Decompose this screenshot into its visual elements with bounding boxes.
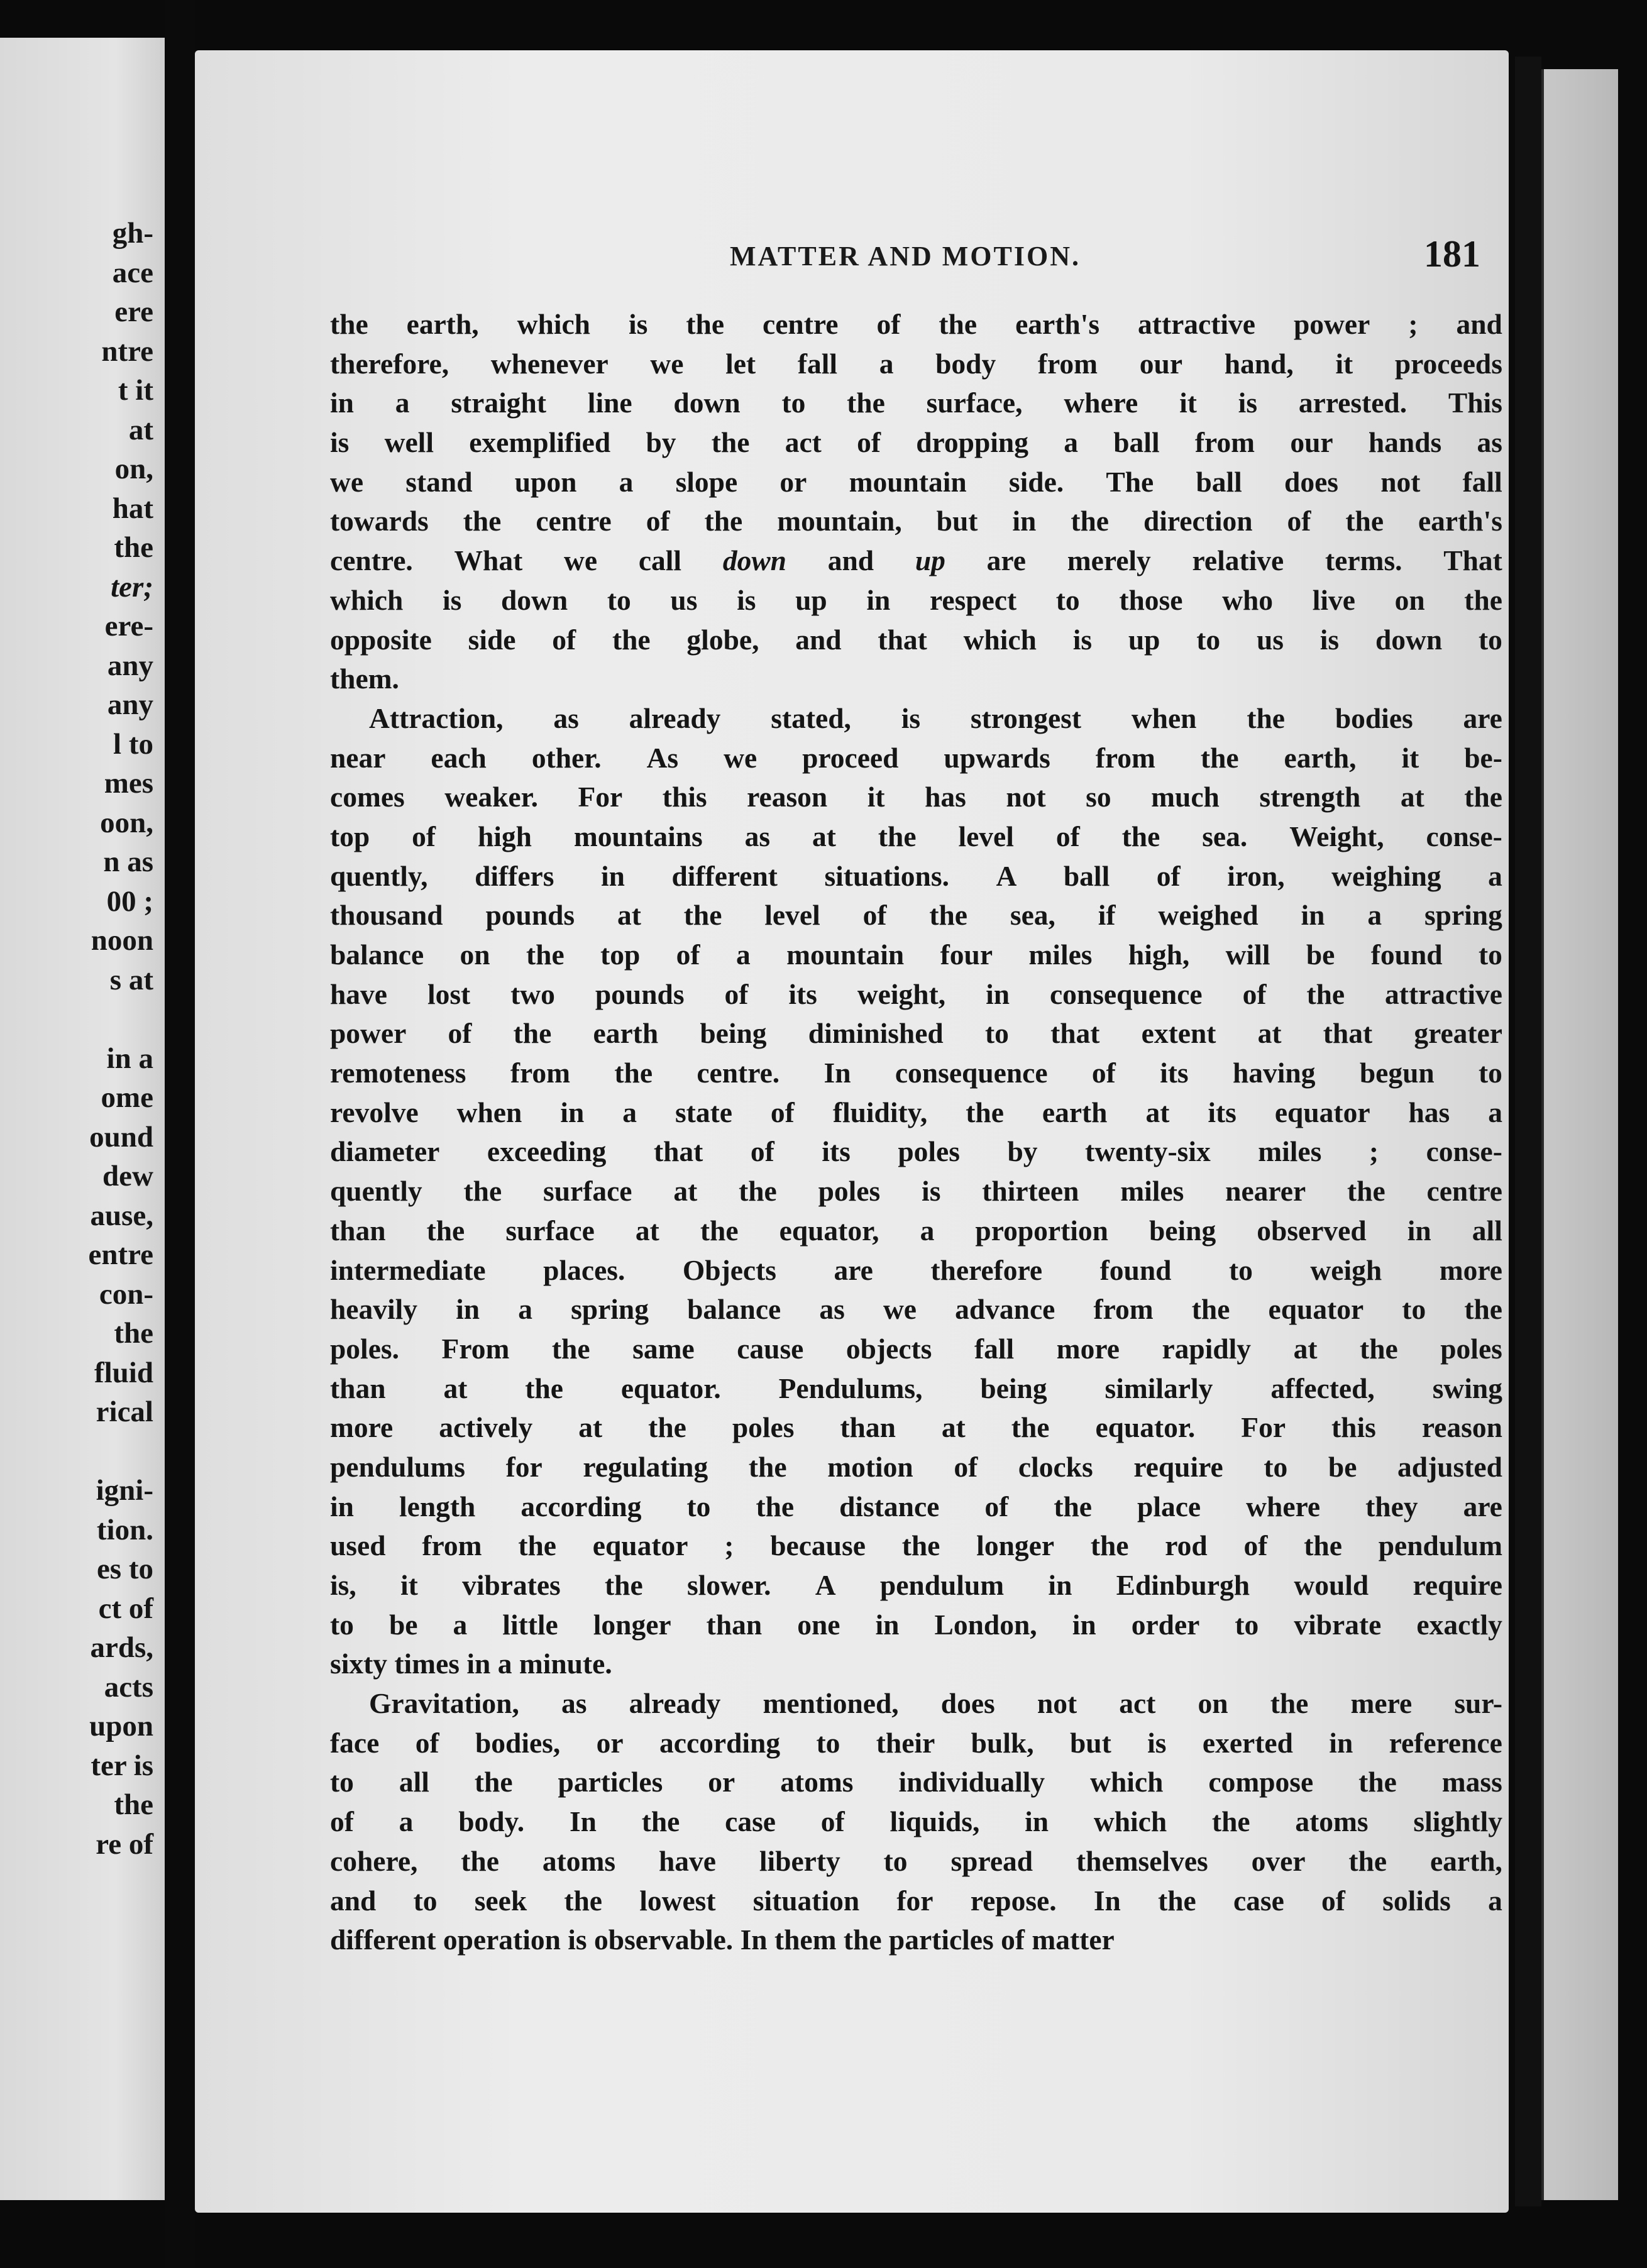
text-line: than the surface at the equator, a proportion being observed in all bbox=[330, 1214, 1502, 1247]
text-line: is, it vibrates the slower. A pendulum in Edinburgh would require bbox=[330, 1569, 1502, 1601]
text-line: power of the earth being diminished to that extent at that greater bbox=[330, 1017, 1502, 1050]
text-line: pendulums for regulating the motion of clocks require to be adjusted bbox=[330, 1450, 1502, 1483]
text-line: and to seek the lowest situation for repose. In the case of solids a bbox=[330, 1884, 1502, 1917]
left-page-fragment: the bbox=[114, 531, 153, 564]
page-body bbox=[330, 305, 1502, 1960]
left-page-fragment: rical bbox=[96, 1395, 153, 1428]
text-line: in length according to the distance of the place where they are bbox=[330, 1490, 1502, 1522]
left-page-fragment: tion. bbox=[96, 1513, 153, 1546]
left-page-fragment: ter is bbox=[91, 1749, 153, 1782]
left-page-fragment: gh- bbox=[112, 217, 153, 250]
book-page bbox=[195, 50, 1509, 2213]
left-page-fragment: ter; bbox=[111, 570, 153, 603]
left-page-fragment: ome bbox=[101, 1081, 153, 1114]
left-page-fragment: dew bbox=[102, 1160, 153, 1192]
left-page-fragment: ntre bbox=[101, 334, 153, 368]
text-line: opposite side of the globe, and that which is up to us is down to bbox=[330, 623, 1502, 656]
text-line: therefore, whenever we let fall a body from our hand, it proceeds bbox=[330, 347, 1502, 380]
left-page-fragment: oon, bbox=[100, 806, 153, 839]
left-page-fragment bbox=[0, 1432, 153, 1472]
left-page-fragment: in a bbox=[106, 1042, 153, 1075]
left-page-fragment: upon bbox=[89, 1710, 153, 1742]
text-line: which is down to us is up in respect to those who live on the bbox=[330, 583, 1502, 616]
page-number: 181 bbox=[1424, 233, 1480, 275]
text-line: quently, differs in different situations. A ball of iron, weighing a bbox=[330, 859, 1502, 892]
text-line: towards the centre of the mountain, but in the direction of the earth's bbox=[330, 505, 1502, 537]
left-page-fragment: the bbox=[114, 1317, 153, 1350]
text-line: used from the equator ; because the longer the rod of the pendulum bbox=[330, 1529, 1502, 1562]
left-page-text-fragments bbox=[0, 214, 153, 1864]
left-page-fragment: at bbox=[128, 413, 153, 446]
left-page-fragment: fluid bbox=[94, 1356, 153, 1389]
text-line: different operation is observable. In them the particles of matter bbox=[330, 1924, 1115, 1956]
text-line: comes weaker. For this reason it has not so much strength at the bbox=[330, 781, 1502, 813]
text-line: heavily in a spring balance as we advance from the equator to the bbox=[330, 1293, 1502, 1326]
left-page-fragment: noon bbox=[91, 924, 153, 957]
left-page-fragment: entre bbox=[88, 1238, 153, 1271]
text-line: sixty times in a minute. bbox=[330, 1648, 612, 1680]
left-page-fragment: ere- bbox=[104, 610, 153, 642]
text-line: Gravitation, as already mentioned, does not act on the mere sur- bbox=[369, 1687, 1502, 1720]
book-gutter bbox=[165, 0, 195, 2268]
left-page-fragment: ause, bbox=[90, 1199, 153, 1232]
left-page-fragment: t it bbox=[118, 374, 153, 407]
text-line: thousand pounds at the level of the sea, if weighed in a spring bbox=[330, 899, 1502, 932]
left-page-fragment: igni- bbox=[96, 1474, 153, 1507]
text-line: to all the particles or atoms individually which compose the mass bbox=[330, 1766, 1502, 1798]
left-page-fragment: on, bbox=[114, 453, 153, 485]
left-page-fragment: any bbox=[107, 649, 153, 682]
left-page-fragment: es to bbox=[96, 1553, 153, 1585]
text-line: centre. What we call down and up are merely relative terms. That bbox=[330, 544, 1502, 577]
left-page-fragment: ards, bbox=[90, 1631, 153, 1664]
text-line: near each other. As we proceed upwards from the earth, it be- bbox=[330, 741, 1502, 774]
left-page-fragment: mes bbox=[104, 767, 153, 800]
text-line: in a straight line down to the surface, where it is arrested. This bbox=[330, 387, 1502, 419]
text-line: Attraction, as already stated, is strongest when the bodies are bbox=[369, 702, 1502, 734]
text-line: than at the equator. Pendulums, being similarly affected, swing bbox=[330, 1372, 1502, 1404]
text-line: of a body. In the case of liquids, in which the atoms slightly bbox=[330, 1805, 1502, 1838]
text-line: diameter exceeding that of its poles by twenty-six miles ; conse- bbox=[330, 1135, 1502, 1168]
text-line: is well exemplified by the act of dropping a ball from our hands as bbox=[330, 426, 1502, 459]
left-page-fragment: ound bbox=[89, 1120, 153, 1153]
left-page-fragment: n as bbox=[103, 845, 153, 878]
left-page-fragment: ere bbox=[114, 295, 153, 328]
text-line: remoteness from the centre. In consequence of its having begun to bbox=[330, 1057, 1502, 1089]
left-page-fragment: the bbox=[114, 1788, 153, 1821]
left-page-fragment bbox=[0, 999, 153, 1039]
left-page-fragment: re of bbox=[96, 1827, 153, 1861]
text-line: to be a little longer than one in London, in order to vibrate exactly bbox=[330, 1608, 1502, 1641]
left-page-fragment: acts bbox=[104, 1670, 153, 1704]
text-line: intermediate places. Objects are therefore found to weigh more bbox=[330, 1253, 1502, 1286]
text-line: face of bodies, or according to their bulk, but is exerted in reference bbox=[330, 1726, 1502, 1759]
left-page-fragment: any bbox=[107, 688, 153, 721]
text-line: poles. From the same cause objects fall more rapidly at the poles bbox=[330, 1332, 1502, 1365]
text-line: have lost two pounds of its weight, in consequence of the attractive bbox=[330, 977, 1502, 1010]
text-line: top of high mountains as at the level of the sea. Weight, conse- bbox=[330, 820, 1502, 852]
text-line: them. bbox=[330, 663, 399, 695]
text-line: quently the surface at the poles is thirteen miles nearer the centre bbox=[330, 1175, 1502, 1208]
text-line: cohere, the atoms have liberty to spread themselves over the earth, bbox=[330, 1844, 1502, 1877]
text-line: the earth, which is the centre of the earth's attractive power ; and bbox=[330, 308, 1502, 340]
left-page-fragment: s at bbox=[109, 963, 153, 996]
left-page-fragment: ace bbox=[112, 256, 153, 289]
running-head: MATTER AND MOTION. bbox=[730, 241, 1081, 272]
left-page-fragment: hat bbox=[112, 492, 153, 525]
page-edge-strip bbox=[1541, 69, 1618, 2200]
text-line: revolve when in a state of fluidity, the earth at its equator has a bbox=[330, 1096, 1502, 1128]
page-edge-shadow bbox=[1515, 57, 1541, 2206]
left-page-fragment: con- bbox=[99, 1277, 153, 1311]
left-page-fragment: l to bbox=[113, 727, 153, 761]
left-page-fragment: 00 ; bbox=[106, 884, 153, 918]
left-page-fragment: ct of bbox=[98, 1592, 153, 1625]
left-page bbox=[0, 38, 165, 2200]
text-line: balance on the top of a mountain four miles high, will be found to bbox=[330, 939, 1502, 971]
page-header bbox=[330, 233, 1480, 283]
text-line: more actively at the poles than at the equator. For this reason bbox=[330, 1411, 1502, 1444]
text-line: we stand upon a slope or mountain side. The ball does not fall bbox=[330, 465, 1502, 498]
